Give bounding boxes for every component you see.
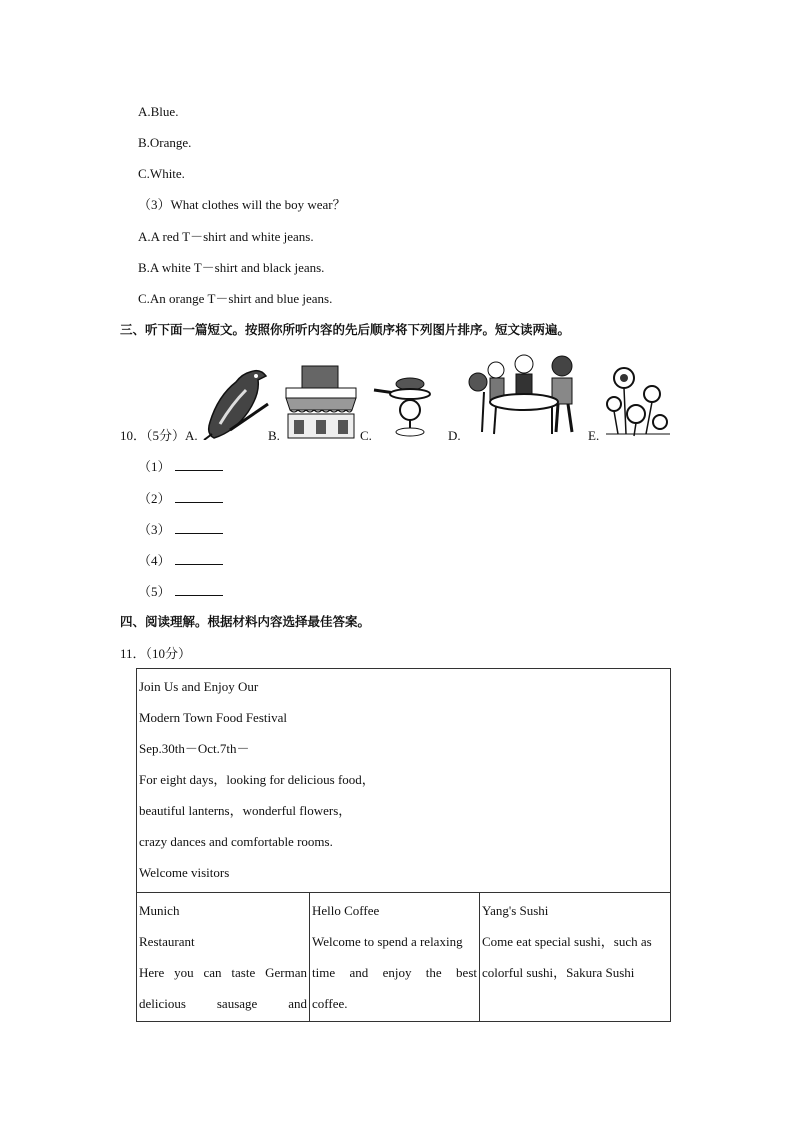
section-3-heading: 三、听下面一篇短文。按照你所听内容的先后顺序将下列图片排序。短文读两遍。 xyxy=(120,322,571,337)
cell-line xyxy=(482,988,668,1019)
question-9-3: （3）What clothes will the boy wear？ xyxy=(138,197,346,212)
munich-restaurant-cell xyxy=(137,893,310,1022)
option-a-blue: A.Blue. xyxy=(138,104,179,119)
ad-line: For eight days，looking for delicious food， xyxy=(139,772,375,787)
question-10-label: 10．（5分）A. xyxy=(120,428,198,443)
cell-line: Yang's Sushi xyxy=(482,903,549,918)
blank-1[interactable] xyxy=(138,458,223,475)
ad-line: Welcome visitors xyxy=(139,865,230,880)
cell-line: colorful sushi，Sakura Sushi xyxy=(482,965,635,980)
yangs-sushi-cell xyxy=(480,893,671,1022)
cell-line: delicious sausage and xyxy=(139,996,307,1011)
cell-line: Restaurant xyxy=(139,934,195,949)
cell-line: Here you can taste German xyxy=(139,965,307,980)
cell-line: Come eat special sushi，such as xyxy=(482,934,652,949)
section-4-heading: 四、阅读理解。根据材料内容选择最佳答案。 xyxy=(120,614,371,629)
cell-line: time and enjoy the best xyxy=(312,965,477,980)
bird-image xyxy=(200,360,270,440)
option-b-white-tshirt: B.A white T－shirt and black jeans. xyxy=(138,260,325,275)
option-c-white: C.White. xyxy=(138,166,185,181)
question-11-label: 11．（10分） xyxy=(120,646,192,661)
ad-line: crazy dances and comfortable rooms. xyxy=(139,834,333,849)
ad-line: Sep.30th－Oct.7th－ xyxy=(139,741,250,756)
blank-1-label: （1） xyxy=(138,459,171,474)
shop-image xyxy=(282,364,360,440)
children-image xyxy=(462,352,586,438)
cell-line: coffee. xyxy=(312,996,348,1011)
cell-line: Munich xyxy=(139,903,180,918)
ad-line: beautiful lanterns，wonderful flowers， xyxy=(139,803,352,818)
blank-4[interactable] xyxy=(138,552,223,569)
blank-5[interactable] xyxy=(138,583,223,600)
food-image xyxy=(372,370,444,438)
option-c-orange-tshirt: C.An orange T－shirt and blue jeans. xyxy=(138,291,333,306)
option-b-orange: B.Orange. xyxy=(138,135,192,150)
pic-label-d: D. xyxy=(448,428,461,443)
blank-3-label: （3） xyxy=(138,522,171,537)
cell-line: Hello Coffee xyxy=(312,903,380,918)
flowers-image xyxy=(602,364,674,438)
pic-label-b: B. xyxy=(268,428,280,443)
food-festival-ad xyxy=(136,668,671,1022)
blank-4-label: （4） xyxy=(138,553,171,568)
hello-coffee-cell xyxy=(310,893,480,1022)
option-a-red-tshirt: A.A red T－shirt and white jeans. xyxy=(138,229,314,244)
blank-2-label: （2） xyxy=(138,491,171,506)
blank-5-label: （5） xyxy=(138,584,171,599)
pic-label-c: C. xyxy=(360,428,372,443)
ad-intro xyxy=(137,669,671,893)
blank-2[interactable] xyxy=(138,490,223,507)
ad-line: Modern Town Food Festival xyxy=(139,710,287,725)
cell-line: Welcome to spend a relaxing xyxy=(312,934,463,949)
ad-line: Join Us and Enjoy Our xyxy=(139,679,259,694)
pic-label-e: E. xyxy=(588,428,600,443)
blank-3[interactable] xyxy=(138,521,223,538)
